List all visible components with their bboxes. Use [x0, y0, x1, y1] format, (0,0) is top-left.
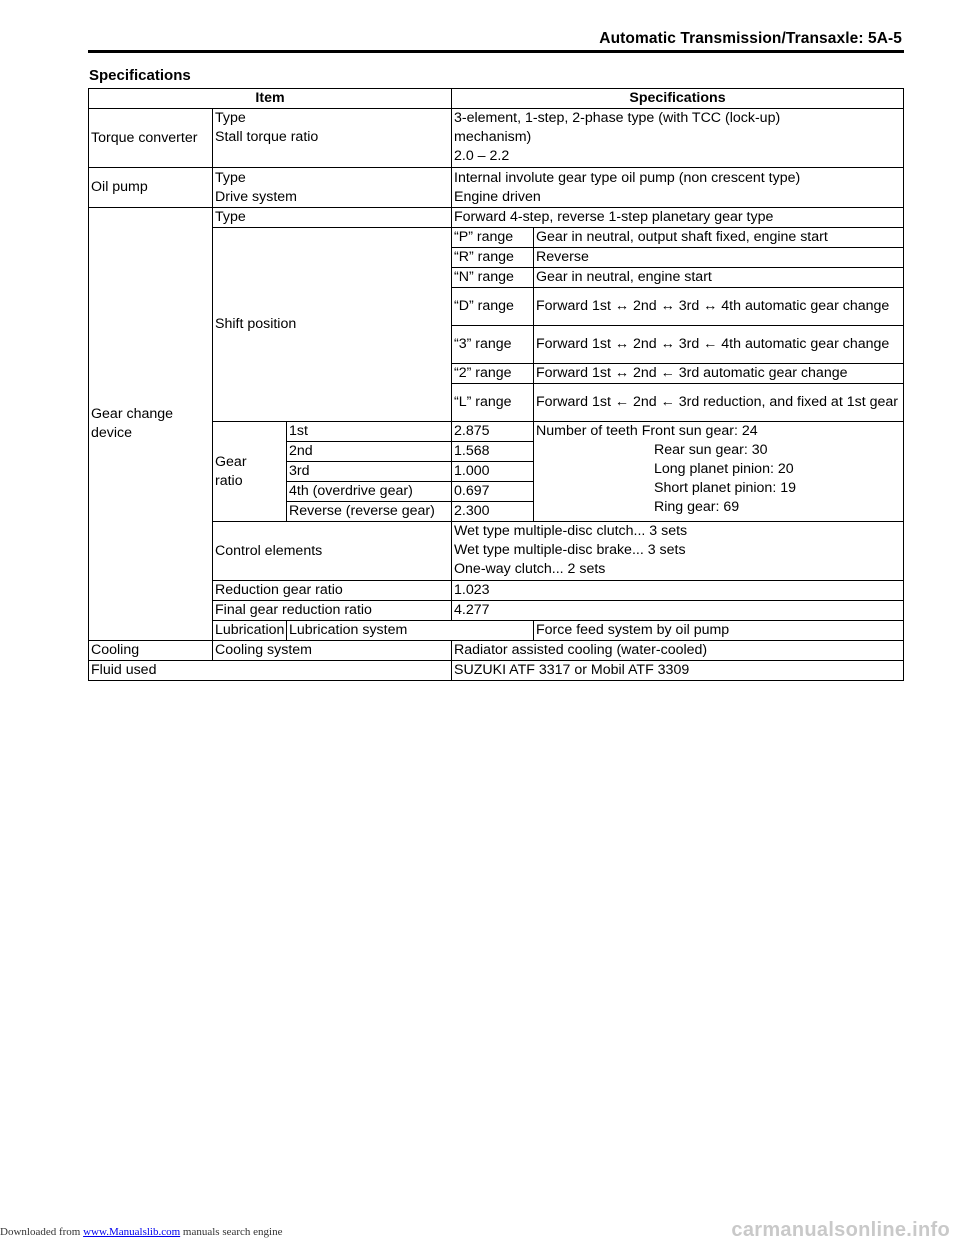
gear-name: 1st	[287, 422, 452, 442]
table-row	[89, 168, 904, 208]
oil-pump-specs: Internal involute gear type oil pump (non crescent type) Engine driven	[452, 168, 904, 208]
shift-description: Forward 1st ↔ 2nd ↔ 3rd ↔ 4th automatic gear change	[534, 288, 904, 326]
cooling-label: Cooling	[89, 641, 213, 661]
oil-pump-items: Type Drive system	[213, 168, 452, 208]
final-gear-reduction-label: Final gear reduction ratio	[213, 601, 452, 621]
control-elements-label: Control elements	[213, 522, 452, 581]
control-elements-values: Wet type multiple-disc clutch... 3 sets Wet type multiple-disc brake... 3 sets One-way clutch... 2 sets	[452, 522, 904, 581]
gear-name: 2nd	[287, 442, 452, 462]
shift-range: “L” range	[452, 384, 534, 422]
table-header-row	[89, 89, 904, 109]
gear-type-label: Type	[213, 208, 452, 228]
download-footer: Downloaded from www.Manualslib.com manuals search engine	[0, 1226, 283, 1238]
header-specifications: Specifications	[452, 89, 904, 109]
torque-converter-label: Torque converter	[89, 109, 213, 168]
table-row	[89, 661, 904, 681]
shift-description: Forward 1st ← 2nd ← 3rd reduction, and fixed at 1st gear	[534, 384, 904, 422]
gear-name: 4th (overdrive gear)	[287, 482, 452, 502]
shift-description: Forward 1st ↔ 2nd ← 3rd automatic gear change	[534, 364, 904, 384]
table-row	[89, 109, 904, 168]
table-row	[89, 641, 904, 661]
gear-ratio-value: 2.300	[452, 502, 534, 522]
number-of-teeth: Number of teeth Front sun gear: 24 Rear sun gear: 30 Long planet pinion: 20 Short planet pinion: 19 Ring gear: 69	[534, 422, 904, 522]
gear-ratio-value: 1.000	[452, 462, 534, 482]
gear-name: 3rd	[287, 462, 452, 482]
watermark: carmanualsonline.info	[731, 1219, 950, 1241]
fluid-used-spec: SUZUKI ATF 3317 or Mobil ATF 3309	[452, 661, 904, 681]
cooling-spec: Radiator assisted cooling (water-cooled)	[452, 641, 904, 661]
oil-pump-label: Oil pump	[89, 168, 213, 208]
shift-description: Gear in neutral, output shaft fixed, engine start	[534, 228, 904, 248]
shift-position-label: Shift position	[213, 228, 452, 422]
gear-ratio-value: 1.568	[452, 442, 534, 462]
lubrication-label: Lubrication	[213, 621, 287, 641]
section-title: Specifications	[89, 67, 191, 84]
shift-range: “P” range	[452, 228, 534, 248]
final-gear-reduction-value: 4.277	[452, 601, 904, 621]
table-row	[89, 208, 904, 228]
cooling-item: Cooling system	[213, 641, 452, 661]
reduction-gear-ratio-value: 1.023	[452, 581, 904, 601]
gear-ratio-value: 0.697	[452, 482, 534, 502]
lubrication-spec: Force feed system by oil pump	[534, 621, 904, 641]
gear-name: Reverse (reverse gear)	[287, 502, 452, 522]
shift-description: Reverse	[534, 248, 904, 268]
gear-ratio-value: 2.875	[452, 422, 534, 442]
shift-range: “R” range	[452, 248, 534, 268]
shift-range: “3” range	[452, 326, 534, 364]
shift-range: “N” range	[452, 268, 534, 288]
page-title: Automatic Transmission/Transaxle: 5A-5	[599, 30, 902, 47]
lubrication-item: Lubrication system	[287, 621, 534, 641]
shift-range: “2” range	[452, 364, 534, 384]
torque-converter-items: Type Stall torque ratio	[213, 109, 452, 168]
fluid-used-label: Fluid used	[89, 661, 452, 681]
gear-ratio-label: Gear ratio	[213, 422, 287, 522]
shift-range: “D” range	[452, 288, 534, 326]
shift-description: Forward 1st ↔ 2nd ↔ 3rd ← 4th automatic gear change	[534, 326, 904, 364]
header-item: Item	[89, 89, 452, 109]
reduction-gear-ratio-label: Reduction gear ratio	[213, 581, 452, 601]
page-header	[88, 0, 904, 53]
gear-type-value: Forward 4-step, reverse 1-step planetary gear type	[452, 208, 904, 228]
specifications-table	[88, 88, 904, 681]
manualslib-link[interactable]: www.Manualslib.com	[83, 1226, 181, 1238]
torque-converter-specs: 3-element, 1-step, 2-phase type (with TCC (lock-up) mechanism) 2.0 – 2.2	[452, 109, 904, 168]
shift-description: Gear in neutral, engine start	[534, 268, 904, 288]
gear-change-label: Gear change device	[89, 208, 213, 641]
